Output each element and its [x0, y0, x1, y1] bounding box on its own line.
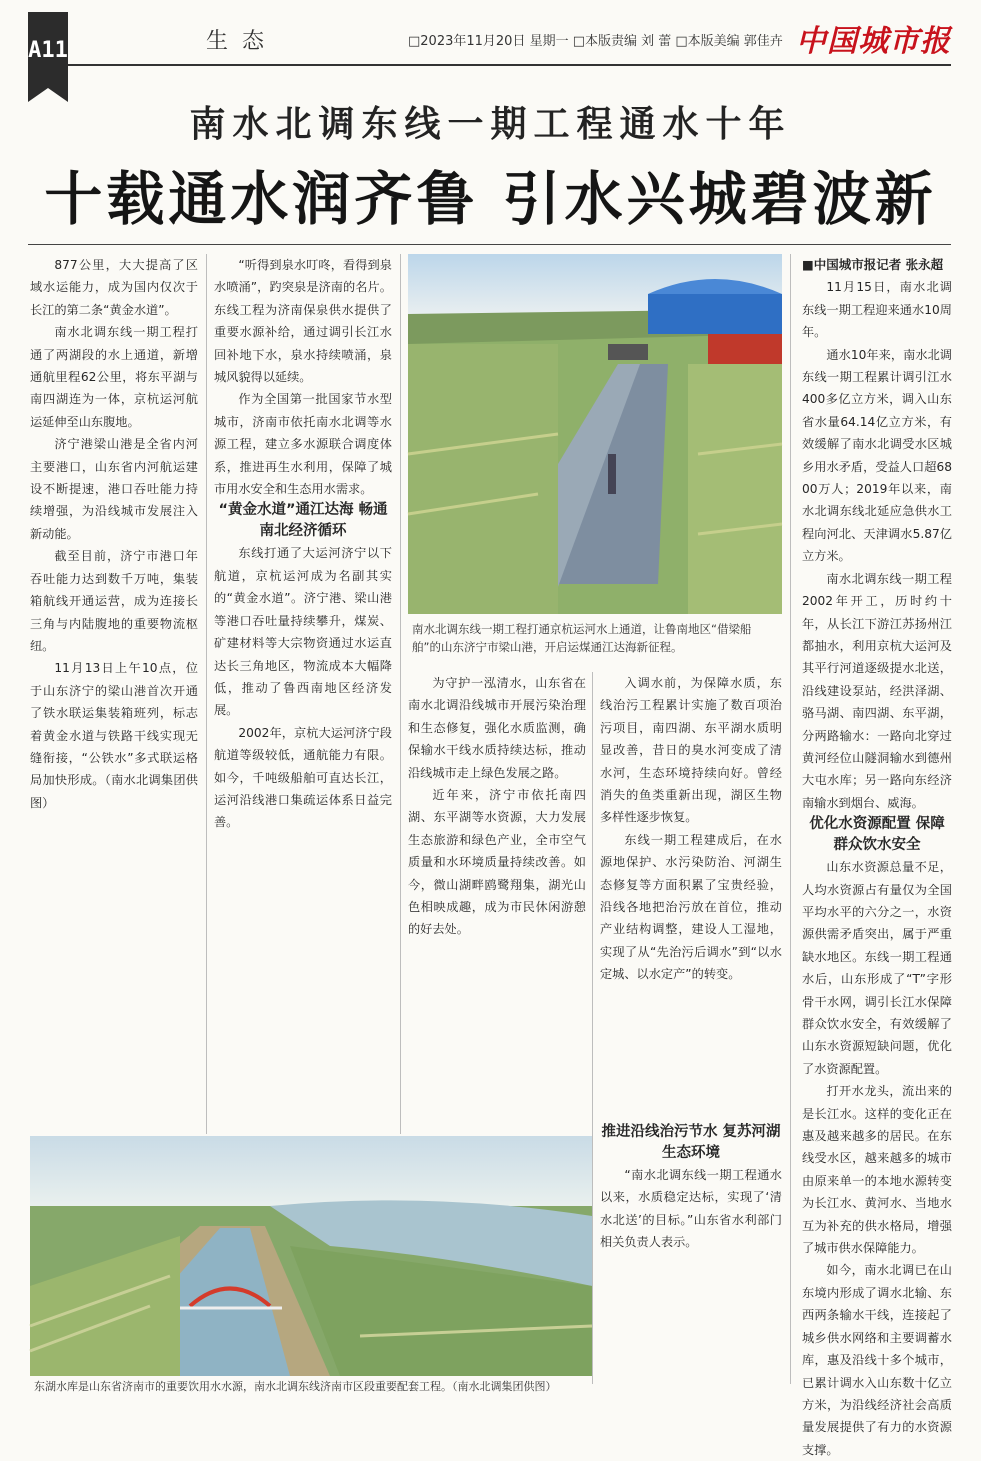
canal-port-photo: [408, 254, 782, 614]
column-divider: [206, 254, 207, 1134]
kicker-headline: 南水北调东线一期工程通水十年: [189, 104, 792, 145]
paragraph: 济宁港梁山港是全省内河主要港口，山东省内河航运建设不断提速，港口吞吐能力持续增强，为沿线城市发展注入新动能。: [30, 437, 198, 541]
article-column-3: [408, 672, 586, 1134]
paragraph: “南水北调东线一期工程通水以来，水质稳定达标，实现了‘清水北送’的目标。”山东省水利部门相关负责人表示。: [600, 1168, 782, 1250]
paragraph: 如今，南水北调已在山东境内形成了调水北输、东西两条输水干线，连接起了城乡供水网络和主要调蓄水库，惠及沿线十多个城市，已累计调水入山东数十亿立方米，为沿线经济社会高质量发展提供了有力的水资源支撑。: [802, 1263, 952, 1457]
paragraph: 南水北调东线一期工程2002年开工，历时约十年，从长江下游江苏扬州江都抽水，利用京杭大运河及其平行河道逐级提水北送，沿线建设泵站，经洪泽湖、骆马湖、南四湖、东平湖，分两路输水：一路向北穿过黄河经位山隧洞输水到德州大屯水库；另一路向东经济南输水到烟台、威海。: [802, 571, 952, 810]
byline: ■中国城市报记者 张永超: [802, 257, 944, 272]
reservoir-illustration: [30, 1136, 592, 1376]
paragraph: 东线一期工程建成后，在水源地保护、水污染防治、河湖生态修复等方面积累了宝贵经验，沿线各地把治污放在首位，推动产业结构调整，建设人工湿地，实现了从“先治污后调水”到“以水定城、以水定产”的转变。: [600, 832, 782, 982]
headline-divider: [28, 244, 951, 245]
reservoir-photo: [30, 1136, 592, 1376]
paragraph: 通水10年来，南水北调东线一期工程累计调引江水400多亿立方米，调入山东省水量64.14亿立方米，有效缓解了南水北调受水区城乡用水矛盾，受益人口超6800万人；2019年以来，南水北调东线北延应急供水工程向河北、天津调水5.87亿立方米。: [802, 347, 952, 564]
article-column-5: [30, 254, 198, 1134]
paragraph: 2002年，京杭大运河济宁段航道等级较低，通航能力有限。如今，千吨级船舶可直达长江，运河沿线港口集疏运体系日益完善。: [214, 725, 392, 830]
paragraph: 作为全国第一批国家节水型城市，济南市依托南水北调等水源工程，建立多水源联合调度体系，推进再生水利用，保障了城市用水安全和生态用水需求。: [214, 392, 392, 497]
article-column-1: [802, 254, 952, 1457]
paragraph: 打开水龙头，流出来的是长江水。这样的变化正在惠及越来越多的居民。在东线受水区，越来越多的城市由原来单一的本地水源转变为长江水、黄河水、当地水互为补充的供水格局，增强了城市供水保障能力。: [802, 1084, 952, 1256]
article-column-4: [214, 254, 392, 1134]
paragraph: 入调水前，为保障水质，东线治污工程累计实施了数百项治污项目，南四湖、东平湖水质明显改善，昔日的臭水河变成了清水河，生态环境持续向好。曾经消失的鱼类重新出现，湖区生物多样性逐步恢复。: [600, 676, 782, 825]
top-photo-caption: 南水北调东线一期工程打通京杭运河水上通道，让鲁南地区“借梁船舶”的山东济宁市梁山港，开启运煤通江达海新征程。: [412, 622, 752, 654]
paragraph: 山东水资源总量不足，人均水资源占有量仅为全国平均水平的六分之一，水资源供需矛盾突出，属于严重缺水地区。东线一期工程通水后，山东形成了“T”字形骨干水网，调引长江水保障群众饮水安全，有效缓解了山东水资源短缺问题，优化了水资源配置。: [802, 860, 952, 1076]
page-header: [28, 12, 951, 66]
paragraph: 11月13日上午10点，位于山东济宁的梁山港首次开通了铁水联运集装箱班列，标志着黄金水道与铁路干线实现无缝衔接，“公铁水”多式联运格局加快形成。（南水北调集团供图）: [30, 661, 198, 810]
paragraph: 11月15日，南水北调东线一期工程迎来通水10周年。: [802, 280, 952, 340]
main-headline: 十载通水润齐鲁 引水兴城碧波新: [44, 165, 937, 233]
column-divider: [790, 254, 791, 1384]
subhead-water-supply: 优化水资源配置 保障群众饮水安全: [809, 816, 945, 854]
section-label: 生态: [206, 29, 279, 54]
newspaper-logo: 中国城市报: [796, 24, 951, 59]
canal-port-illustration: [408, 254, 782, 614]
article-column-2b: [600, 1122, 782, 1384]
bottom-photo-caption: 东湖水库是山东省济南市的重要饮用水水源，南水北调东线济南市区段重要配套工程。（南水北调集团供图）: [34, 1380, 557, 1393]
column-divider: [400, 254, 401, 1134]
issue-meta: □2023年11月20日 星期一 □本版责编 刘 蕾 □本版美编 郭佳卉: [408, 34, 783, 49]
article-column-2: [600, 672, 782, 1122]
page-number: A11: [28, 12, 68, 88]
paragraph: 近年来，济宁市依托南四湖、东平湖等水资源，大力发展生态旅游和绿色产业，全市空气质量和水环境质量持续改善。如今，微山湖畔鸥鹭翔集，湖光山色相映成趣，成为市民休闲游憩的好去处。: [408, 788, 586, 937]
subhead-ecology: 推进沿线治污节水 复苏河湖生态环境: [601, 1124, 781, 1161]
paragraph: 877公里，大大提高了区域水运能力，成为国内仅次于长江的第二条“黄金水道”。: [30, 258, 198, 317]
paragraph: “听得到泉水叮咚，看得到泉水喷涌”，趵突泉是济南的名片。东线工程为济南保泉供水提供了重要水源补给，通过调引长江水回补地下水，泉水持续喷涌，泉城风貌得以延续。: [214, 258, 392, 385]
column-divider: [592, 672, 593, 1384]
paragraph: 东线打通了大运河济宁以下航道，京杭运河成为名副其实的“黄金水道”。济宁港、梁山港等港口吞吐量持续攀升，煤炭、矿建材料等大宗物资通过水运直达长三角地区，物流成本大幅降低，推动了鲁西南地区经济发展。: [214, 546, 392, 718]
paragraph: 为守护一泓清水，山东省在南水北调沿线城市开展污染治理和生态修复，强化水质监测，确保输水干线水质持续达标，推动沿线城市走上绿色发展之路。: [408, 676, 586, 780]
paragraph: 截至目前，济宁市港口年吞吐能力达到数千万吨，集装箱航线开通运营，成为连接长三角与内陆腹地的重要物流枢纽。: [30, 549, 198, 653]
subhead-golden-waterway: “黄金水道”通江达海 畅通南北经济循环: [218, 502, 388, 540]
paragraph: 南水北调东线一期工程打通了两湖段的水上通道，新增通航里程62公里，将东平湖与南四湖连为一体，京杭运河航运延伸至山东腹地。: [30, 325, 198, 429]
